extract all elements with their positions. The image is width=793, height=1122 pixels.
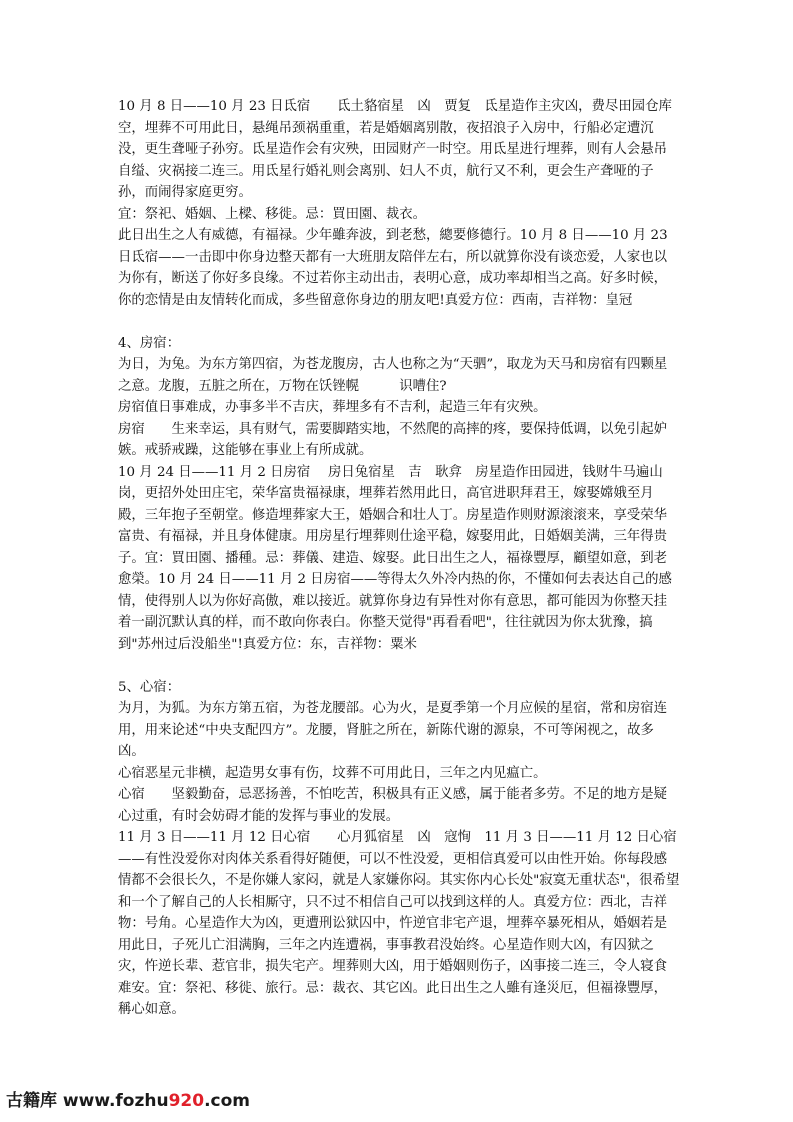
paragraph-di-su-birth: 此日出生之人有威德，有福禄。少年雖奔波，到老愁，總要修德行。10 月 8 日——10 月 23 日氐宿——一击即中你身边整天都有一大班朋友陪伴左右，所以就算你没有谈恋爱，人家也以为你有，断送了你好多良缘。不过若你主动出击，表明心意，成功率却相当之高。好多时候，你的恋情是由友情转化而成，多些留意你身边的朋友吧!真爱方位：西南，吉祥物：皇冠 bbox=[118, 228, 668, 308]
footer-watermark bbox=[6, 1086, 250, 1111]
footer-site-prefix: www.fozhu bbox=[62, 1091, 169, 1111]
spacer bbox=[118, 655, 680, 677]
section-heading-fang-su: 4、房宿： bbox=[118, 335, 181, 351]
paragraph-fang-su-nature: 房宿 生来幸运，具有财气，需要脚踏实地，不然爬的高摔的疼，要保持低调，以免引起妒嫉。戒骄戒躁，这能够在事业上有所成就。 bbox=[118, 421, 668, 458]
paragraph-xin-su-dates: 11 月 3 日——11 月 12 日心宿 心月狐宿星 凶 寇恂 11 月 3 日——11 月 12 日心宿——有性没爱你对肉体关系看得好随便，可以不性没爱，更相信真爱可以由性开始。你每段感情都不会很长久，不是你嫌人家闷，就是人家嫌你闷。其实你内心长处"寂寞无重状态"，很希望和一个了解自己的人长相厮守，只不过不相信自己可以找到这样的人。真爱方位：西北，吉祥物：号角。心星造作大为凶，更遭刑讼狱囚中，忤逆官非宅产退，埋葬卒暴死相从，婚姻若是用此日，子死儿亡泪满胸，三年之内连遭祸，事事教君没始终。心星造作则大凶，有囚狱之灾，忤逆长辈、惹官非，损失宅产。埋葬则大凶，用于婚姻则伤子，凶事接二连三，令人寝食难安。宜：祭祀、移徙、旅行。忌：裁衣、其它凶。此日出生之人雖有逢災厄，但福祿豐厚，稱心如意。 bbox=[118, 830, 680, 1017]
paragraph-xin-su-intro: 为月，为狐。为东方第五宿，为苍龙腰部。心为火，是夏季第一个月应候的星宿，常和房宿连用，用来论述“中央支配四方”。龙腰，肾脏之所在，新陈代谢的源泉，不可等闲视之，故多凶。 bbox=[118, 701, 668, 759]
paragraph-xin-su-verse: 心宿恶星元非横，起造男女事有伤，坟葬不可用此日，三年之内见瘟亡。 bbox=[118, 765, 547, 781]
paragraph-fang-su-dates: 10 月 24 日——11 月 2 日房宿 房日兔宿星 吉 耿弇 房星造作田园进，钱财牛马遍山岗，更招外处田庄宅，荣华富贵福禄康，埋葬若然用此日，高官进职拜君王，嫁娶嫦娥至月殿，三年抱子至朝堂。修造埋葬家大王，婚姻合和壮人丁。房星造作则财源滚滚来，享受荣华富贵、有福禄，并且身体健康。用房星行埋葬则仕途平稳，嫁娶用此，日婚姻美满，三年得贵子。宜：買田園、播種。忌：葬儀、建造、嫁娶。此日出生之人，福祿豐厚，顧望如意，到老愈榮。10 月 24 日——11 月 2 日房宿——等得太久外冷内热的你，不懂如何去表达自己的感情，使得别人以为你好高傲，难以接近。就算你身边有异性对你有意思，都可能因为你整天挂着一副沉默认真的样，而不敢向你表白。你整天觉得"再看看吧"，往往就因为你太犹豫，搞到"苏州过后没船坐"!真爱方位：东，吉祥物：粟米 bbox=[118, 464, 672, 652]
footer-site-suffix: .com bbox=[204, 1091, 251, 1111]
paragraph-di-su-dates: 10 月 8 日——10 月 23 日氐宿 氐土貉宿星 凶 贾复 氐星造作主灾凶，费尽田园仓库空，埋葬不可用此日，悬绳吊颈祸重重，若是婚姻离别散，夜招浪子入房中，行船必定遭沉没，更生聋哑子孙穷。氐星造作会有灾殃，田园财产一时空。用氐星进行埋葬，则有人会悬吊自缢、灾祸接二连三。用氐星行婚礼则会离别、妇人不贞，航行又不利，更会生产聋哑的子孙，而闹得家庭更穷。 bbox=[118, 99, 672, 200]
section-heading-xin-su: 5、心宿： bbox=[118, 679, 181, 695]
footer-brand: 古籍库 bbox=[6, 1091, 57, 1111]
spacer bbox=[118, 311, 680, 333]
paragraph-di-su-yi-ji: 宜：祭祀、婚姻、上樑、移徙。忌：買田園、裁衣。 bbox=[118, 206, 426, 222]
document-body bbox=[118, 96, 680, 1021]
paragraph-xin-su-nature: 心宿 坚毅勤奋，忌恶扬善，不怕吃苦，积极具有正义感，属于能者多劳。不足的地方是疑心过重，有时会妨碍才能的发挥与事业的发展。 bbox=[118, 787, 668, 824]
footer-site-number: 920 bbox=[168, 1091, 205, 1111]
paragraph-fang-su-verse: 房宿值日事难成，办事多半不吉庆，葬埋多有不吉利，起造三年有灾殃。 bbox=[118, 400, 547, 415]
paragraph-fang-su-intro: 为日，为兔。为东方第四宿，为苍龙腹房，古人也称之为“天驷”，取龙为天马和房宿有四颗星之意。龙腹，五脏之所在，万物在饫锉幌 识嘈住? bbox=[118, 357, 668, 394]
